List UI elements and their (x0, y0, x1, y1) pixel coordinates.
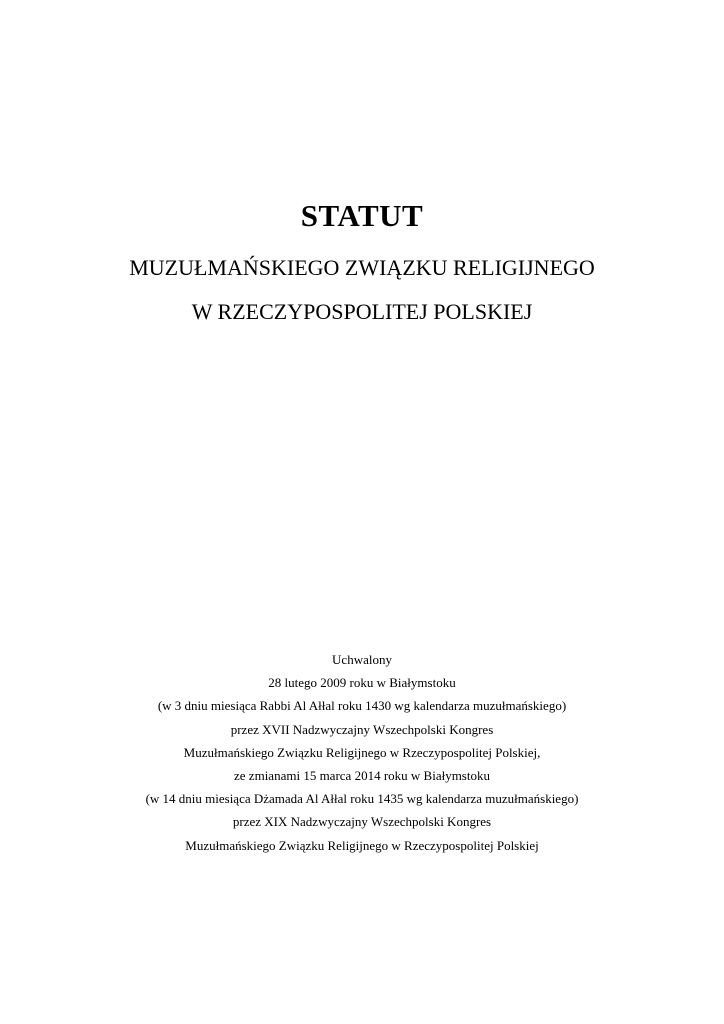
document-subtitle-line-1: MUZUŁMAŃSKIEGO ZWIĄZKU RELIGIJNEGO (129, 255, 595, 280)
adoption-line: Muzułmańskiego Związku Religijnego w Rzeczypospolitej Polskiej (185, 837, 539, 853)
adoption-line: (w 3 dniu miesiąca Rabbi Al Ałłal roku 1430 wg kalendarza muzułmańskiego) (157, 698, 567, 714)
adoption-line: Muzułmańskiego Związku Religijnego w Rzeczypospolitej Polskiej, (183, 744, 541, 760)
adoption-note (0, 648, 724, 857)
document-subtitle-line-2: W RZECZYPOSPOLITEJ POLSKIEJ (191, 299, 533, 324)
adoption-line: przez XVII Nadzwyczajny Wszechpolski Kongres (230, 721, 494, 737)
title-block (0, 196, 724, 324)
adoption-line: ze zmianami 15 marca 2014 roku w Białymstoku (234, 768, 490, 784)
adoption-line: Uchwalony (332, 652, 392, 667)
adoption-line: 28 lutego 2009 roku w Białymstoku (268, 675, 456, 691)
adoption-line: przez XIX Nadzwyczajny Wszechpolski Kongres (232, 814, 492, 830)
document-title: STATUT (300, 198, 424, 233)
adoption-line: (w 14 dniu miesiąca Dżamada Al Ałłal roku 1435 wg kalendarza muzułmańskiego) (145, 791, 579, 807)
